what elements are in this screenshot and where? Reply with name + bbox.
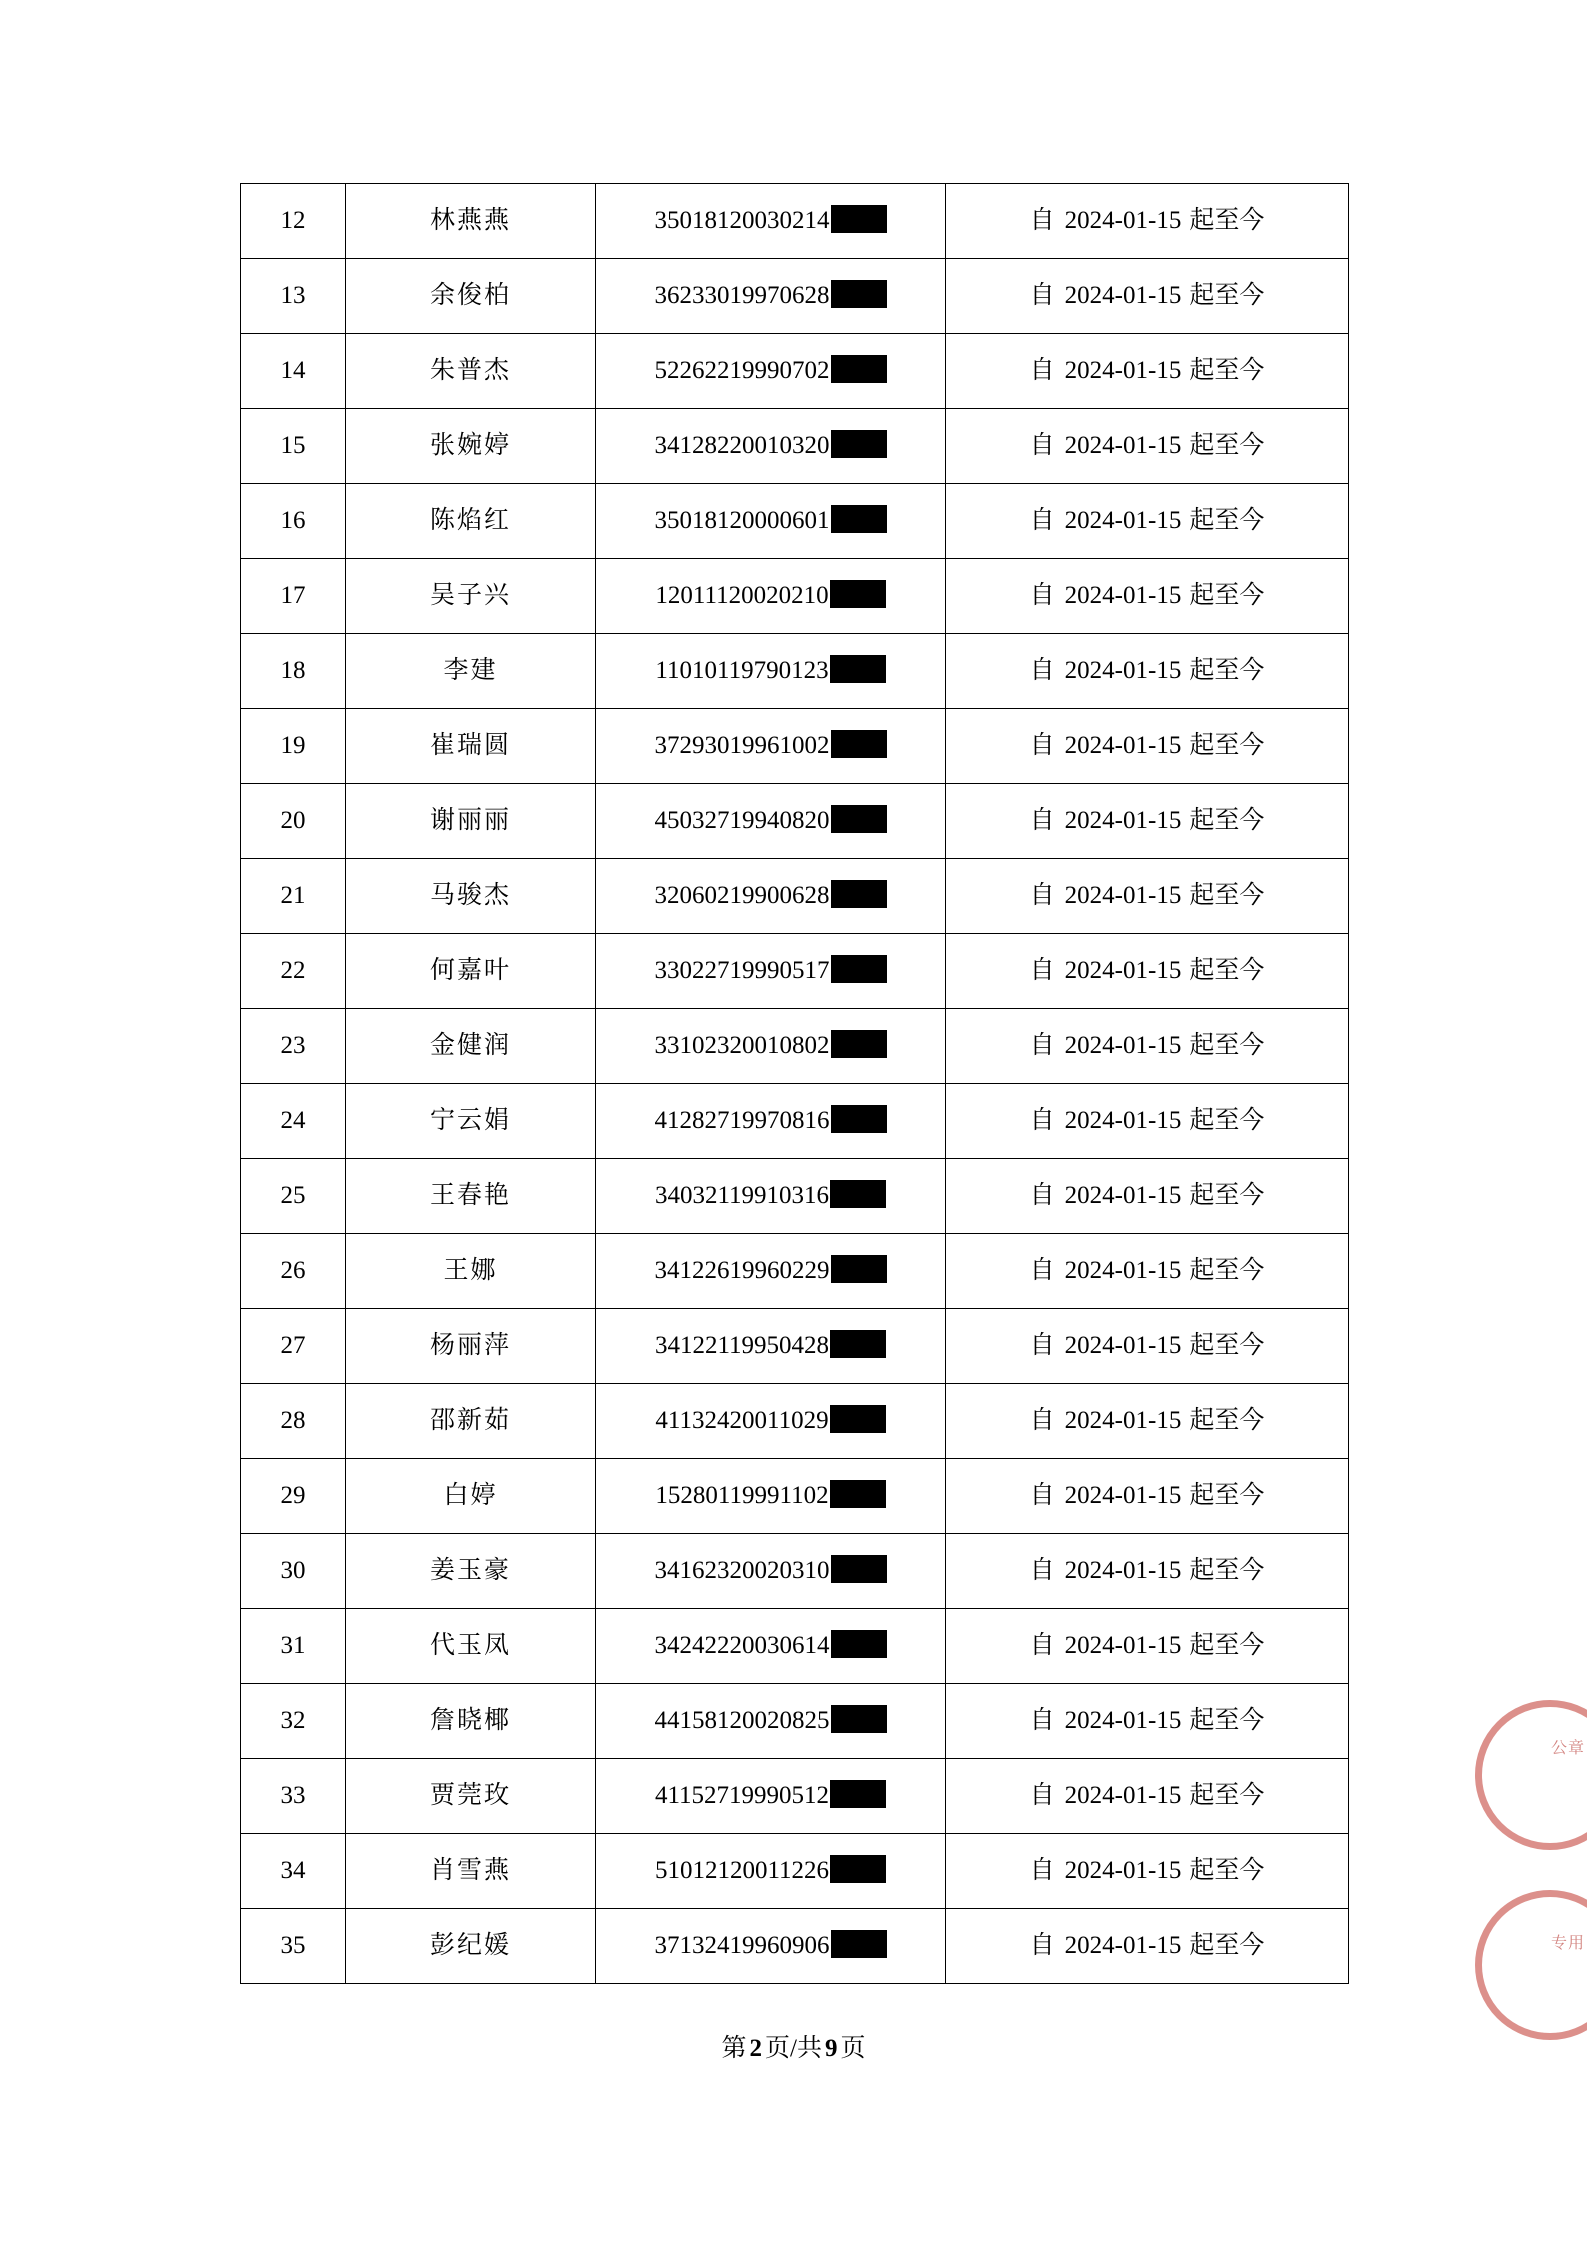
row-id-digits: 34032119910316 (654, 1182, 830, 1210)
period-date: 2024-01-15 (1064, 732, 1182, 760)
redaction-bar-icon (830, 1180, 886, 1208)
row-id-number (596, 409, 946, 484)
table-row (241, 1609, 1349, 1684)
row-period (946, 559, 1349, 634)
period-prefix: 自 (1029, 432, 1055, 460)
row-name: 崔瑞圆 (346, 709, 596, 784)
period-date: 2024-01-15 (1064, 1632, 1182, 1660)
period-prefix: 自 (1029, 1182, 1055, 1210)
period-suffix: 起至今 (1189, 282, 1265, 310)
table-row (241, 1684, 1349, 1759)
row-period (946, 1384, 1349, 1459)
row-id-digits: 32060219900628 (654, 882, 830, 910)
period-date: 2024-01-15 (1064, 1332, 1182, 1360)
period-date: 2024-01-15 (1064, 1182, 1182, 1210)
table-row (241, 1084, 1349, 1159)
row-period (946, 934, 1349, 1009)
period-date: 2024-01-15 (1064, 1707, 1182, 1735)
row-period (946, 1159, 1349, 1234)
row-name: 姜玉豪 (346, 1534, 596, 1609)
period-suffix: 起至今 (1189, 1632, 1265, 1660)
period-date: 2024-01-15 (1064, 1257, 1182, 1285)
row-period (946, 1909, 1349, 1984)
row-index: 24 (241, 1084, 346, 1159)
period-suffix: 起至今 (1189, 1032, 1265, 1060)
period-date: 2024-01-15 (1064, 282, 1182, 310)
redaction-bar-icon (831, 280, 887, 308)
redaction-bar-icon (831, 1105, 887, 1133)
roster-table-container (240, 183, 1348, 1984)
row-name: 陈焰红 (346, 484, 596, 559)
period-date: 2024-01-15 (1064, 1557, 1182, 1585)
row-index: 33 (241, 1759, 346, 1834)
table-row (241, 259, 1349, 334)
row-index: 25 (241, 1159, 346, 1234)
period-date: 2024-01-15 (1064, 507, 1182, 535)
row-index: 13 (241, 259, 346, 334)
row-name: 何嘉叶 (346, 934, 596, 1009)
period-suffix: 起至今 (1189, 1107, 1265, 1135)
period-prefix: 自 (1029, 1632, 1055, 1660)
footer-total-pages: 9 (824, 2035, 838, 2062)
row-id-number (596, 184, 946, 259)
row-id-digits: 37132419960906 (654, 1932, 830, 1960)
row-id-number (596, 859, 946, 934)
row-period (946, 484, 1349, 559)
period-suffix: 起至今 (1189, 1707, 1265, 1735)
row-period (946, 1009, 1349, 1084)
period-suffix: 起至今 (1189, 807, 1265, 835)
row-id-number (596, 1534, 946, 1609)
row-id-number (596, 1759, 946, 1834)
period-prefix: 自 (1029, 282, 1055, 310)
period-prefix: 自 (1029, 1032, 1055, 1060)
period-suffix: 起至今 (1189, 357, 1265, 385)
row-name: 朱普杰 (346, 334, 596, 409)
row-id-number (596, 1084, 946, 1159)
row-index: 34 (241, 1834, 346, 1909)
redaction-bar-icon (830, 1855, 886, 1883)
row-period (946, 259, 1349, 334)
period-suffix: 起至今 (1189, 882, 1265, 910)
period-suffix: 起至今 (1189, 1557, 1265, 1585)
period-suffix: 起至今 (1189, 732, 1265, 760)
row-id-number (596, 1009, 946, 1084)
period-suffix: 起至今 (1189, 507, 1265, 535)
table-row (241, 709, 1349, 784)
period-date: 2024-01-15 (1064, 1482, 1182, 1510)
footer-current-page: 2 (749, 2035, 763, 2062)
row-id-number (596, 559, 946, 634)
table-row (241, 1159, 1349, 1234)
period-date: 2024-01-15 (1064, 957, 1182, 985)
table-row (241, 859, 1349, 934)
row-id-digits: 33102320010802 (654, 1032, 830, 1060)
period-prefix: 自 (1029, 1932, 1055, 1960)
row-name: 谢丽丽 (346, 784, 596, 859)
seal-stamp-text-bottom: 专用 (1550, 1935, 1585, 1952)
row-period (946, 1234, 1349, 1309)
seal-stamp-fragment-bottom (1475, 1890, 1587, 2040)
table-row (241, 934, 1349, 1009)
period-prefix: 自 (1029, 882, 1055, 910)
row-id-number (596, 1309, 946, 1384)
row-name: 白婷 (346, 1459, 596, 1534)
period-prefix: 自 (1029, 1482, 1055, 1510)
row-period (946, 1459, 1349, 1534)
row-index: 32 (241, 1684, 346, 1759)
row-index: 29 (241, 1459, 346, 1534)
row-index: 23 (241, 1009, 346, 1084)
row-name: 宁云娟 (346, 1084, 596, 1159)
footer-middle: 页/共 (765, 2035, 822, 2062)
period-suffix: 起至今 (1189, 1857, 1265, 1885)
row-name: 邵新茹 (346, 1384, 596, 1459)
period-prefix: 自 (1029, 357, 1055, 385)
roster-table-body (241, 184, 1349, 1984)
redaction-bar-icon (831, 505, 887, 533)
row-id-number (596, 1459, 946, 1534)
row-index: 31 (241, 1609, 346, 1684)
footer-prefix: 第 (721, 2035, 747, 2062)
redaction-bar-icon (830, 1330, 886, 1358)
row-index: 35 (241, 1909, 346, 1984)
period-prefix: 自 (1029, 957, 1055, 985)
period-date: 2024-01-15 (1064, 807, 1182, 835)
row-period (946, 1609, 1349, 1684)
row-index: 22 (241, 934, 346, 1009)
row-period (946, 634, 1349, 709)
row-id-digits: 35018120030214 (654, 207, 830, 235)
table-row (241, 1834, 1349, 1909)
period-suffix: 起至今 (1189, 1482, 1265, 1510)
redaction-bar-icon (831, 805, 887, 833)
row-period (946, 184, 1349, 259)
row-name: 张婉婷 (346, 409, 596, 484)
row-id-number (596, 1684, 946, 1759)
row-index: 28 (241, 1384, 346, 1459)
period-prefix: 自 (1029, 1782, 1055, 1810)
row-id-digits: 41282719970816 (654, 1107, 830, 1135)
row-id-digits: 34122119950428 (654, 1332, 830, 1360)
table-row (241, 184, 1349, 259)
period-prefix: 自 (1029, 1257, 1055, 1285)
row-id-digits: 12011120020210 (655, 582, 829, 610)
table-row (241, 559, 1349, 634)
redaction-bar-icon (831, 1030, 887, 1058)
period-suffix: 起至今 (1189, 1407, 1265, 1435)
table-row (241, 1759, 1349, 1834)
period-suffix: 起至今 (1189, 207, 1265, 235)
table-row (241, 1234, 1349, 1309)
row-period (946, 409, 1349, 484)
table-row (241, 1384, 1349, 1459)
row-period (946, 1084, 1349, 1159)
table-row (241, 1009, 1349, 1084)
row-id-number (596, 709, 946, 784)
row-id-number (596, 259, 946, 334)
row-id-digits: 34128220010320 (654, 432, 830, 460)
redaction-bar-icon (831, 430, 887, 458)
row-index: 12 (241, 184, 346, 259)
row-index: 15 (241, 409, 346, 484)
row-id-digits: 36233019970628 (654, 282, 830, 310)
period-suffix: 起至今 (1189, 957, 1265, 985)
table-row (241, 484, 1349, 559)
table-row (241, 1309, 1349, 1384)
row-name: 代玉凤 (346, 1609, 596, 1684)
row-id-number (596, 1834, 946, 1909)
period-prefix: 自 (1029, 1857, 1055, 1885)
period-prefix: 自 (1029, 1407, 1055, 1435)
redaction-bar-icon (830, 1405, 886, 1433)
row-period (946, 784, 1349, 859)
row-index: 26 (241, 1234, 346, 1309)
row-name: 余俊柏 (346, 259, 596, 334)
row-name: 王春艳 (346, 1159, 596, 1234)
redaction-bar-icon (830, 1480, 886, 1508)
period-suffix: 起至今 (1189, 1782, 1265, 1810)
row-id-digits: 34242220030614 (654, 1632, 830, 1660)
period-date: 2024-01-15 (1064, 357, 1182, 385)
row-id-digits: 33022719990517 (654, 957, 830, 985)
row-id-digits: 41152719990512 (654, 1782, 830, 1810)
redaction-bar-icon (830, 1780, 886, 1808)
redaction-bar-icon (831, 1255, 887, 1283)
row-period (946, 859, 1349, 934)
redaction-bar-icon (831, 1555, 887, 1583)
period-prefix: 自 (1029, 1332, 1055, 1360)
period-suffix: 起至今 (1189, 657, 1265, 685)
period-date: 2024-01-15 (1064, 1407, 1182, 1435)
redaction-bar-icon (830, 655, 886, 683)
row-name: 王娜 (346, 1234, 596, 1309)
row-id-number (596, 1609, 946, 1684)
table-row (241, 409, 1349, 484)
period-prefix: 自 (1029, 507, 1055, 535)
redaction-bar-icon (831, 955, 887, 983)
row-period (946, 1759, 1349, 1834)
row-index: 18 (241, 634, 346, 709)
period-suffix: 起至今 (1189, 582, 1265, 610)
period-suffix: 起至今 (1189, 1182, 1265, 1210)
period-date: 2024-01-15 (1064, 1107, 1182, 1135)
row-id-digits: 11010119790123 (655, 657, 829, 685)
period-prefix: 自 (1029, 1707, 1055, 1735)
roster-table (240, 183, 1349, 1984)
row-index: 16 (241, 484, 346, 559)
row-id-digits: 52262219990702 (654, 357, 830, 385)
row-id-number (596, 334, 946, 409)
row-id-digits: 34122619960229 (654, 1257, 830, 1285)
row-id-digits: 41132420011029 (655, 1407, 829, 1435)
redaction-bar-icon (831, 355, 887, 383)
row-period (946, 1534, 1349, 1609)
table-row (241, 1909, 1349, 1984)
period-date: 2024-01-15 (1064, 582, 1182, 610)
period-suffix: 起至今 (1189, 1257, 1265, 1285)
period-prefix: 自 (1029, 1557, 1055, 1585)
period-prefix: 自 (1029, 207, 1055, 235)
redaction-bar-icon (831, 1630, 887, 1658)
redaction-bar-icon (831, 880, 887, 908)
page-footer (0, 2028, 1587, 2064)
table-row (241, 1459, 1349, 1534)
period-date: 2024-01-15 (1064, 882, 1182, 910)
row-id-number (596, 934, 946, 1009)
row-name: 吴子兴 (346, 559, 596, 634)
row-id-digits: 34162320020310 (654, 1557, 830, 1585)
redaction-bar-icon (830, 580, 886, 608)
seal-stamp-text-top: 公章 (1550, 1740, 1585, 1757)
row-name: 彭纪媛 (346, 1909, 596, 1984)
period-prefix: 自 (1029, 582, 1055, 610)
row-period (946, 1834, 1349, 1909)
row-index: 17 (241, 559, 346, 634)
period-suffix: 起至今 (1189, 1932, 1265, 1960)
row-name: 肖雪燕 (346, 1834, 596, 1909)
footer-suffix: 页 (840, 2035, 866, 2062)
row-period (946, 334, 1349, 409)
period-date: 2024-01-15 (1064, 1857, 1182, 1885)
row-id-number (596, 484, 946, 559)
row-id-digits: 44158120020825 (654, 1707, 830, 1735)
row-index: 27 (241, 1309, 346, 1384)
row-id-digits: 45032719940820 (654, 807, 830, 835)
period-prefix: 自 (1029, 732, 1055, 760)
table-row (241, 1534, 1349, 1609)
row-id-number (596, 784, 946, 859)
row-id-digits: 15280119991102 (655, 1482, 829, 1510)
row-id-number (596, 1234, 946, 1309)
period-prefix: 自 (1029, 657, 1055, 685)
period-date: 2024-01-15 (1064, 207, 1182, 235)
row-index: 21 (241, 859, 346, 934)
redaction-bar-icon (831, 730, 887, 758)
period-date: 2024-01-15 (1064, 1032, 1182, 1060)
row-period (946, 1684, 1349, 1759)
row-period (946, 1309, 1349, 1384)
row-period (946, 709, 1349, 784)
row-name: 詹晓椰 (346, 1684, 596, 1759)
period-date: 2024-01-15 (1064, 657, 1182, 685)
redaction-bar-icon (831, 205, 887, 233)
row-id-number (596, 1159, 946, 1234)
row-id-number (596, 1909, 946, 1984)
row-name: 马骏杰 (346, 859, 596, 934)
period-prefix: 自 (1029, 807, 1055, 835)
row-id-number (596, 634, 946, 709)
row-index: 20 (241, 784, 346, 859)
period-suffix: 起至今 (1189, 1332, 1265, 1360)
period-date: 2024-01-15 (1064, 1782, 1182, 1810)
row-id-digits: 37293019961002 (654, 732, 830, 760)
row-id-digits: 51012120011226 (654, 1857, 830, 1885)
period-date: 2024-01-15 (1064, 432, 1182, 460)
row-name: 李建 (346, 634, 596, 709)
period-suffix: 起至今 (1189, 432, 1265, 460)
row-name: 金健润 (346, 1009, 596, 1084)
row-name: 林燕燕 (346, 184, 596, 259)
table-row (241, 784, 1349, 859)
row-index: 19 (241, 709, 346, 784)
table-row (241, 634, 1349, 709)
row-index: 30 (241, 1534, 346, 1609)
row-name: 杨丽萍 (346, 1309, 596, 1384)
redaction-bar-icon (831, 1930, 887, 1958)
period-prefix: 自 (1029, 1107, 1055, 1135)
period-date: 2024-01-15 (1064, 1932, 1182, 1960)
row-index: 14 (241, 334, 346, 409)
row-id-digits: 35018120000601 (654, 507, 830, 535)
row-id-number (596, 1384, 946, 1459)
table-row (241, 334, 1349, 409)
row-name: 贾莞玫 (346, 1759, 596, 1834)
redaction-bar-icon (831, 1705, 887, 1733)
seal-stamp-fragment-top (1475, 1700, 1587, 1850)
